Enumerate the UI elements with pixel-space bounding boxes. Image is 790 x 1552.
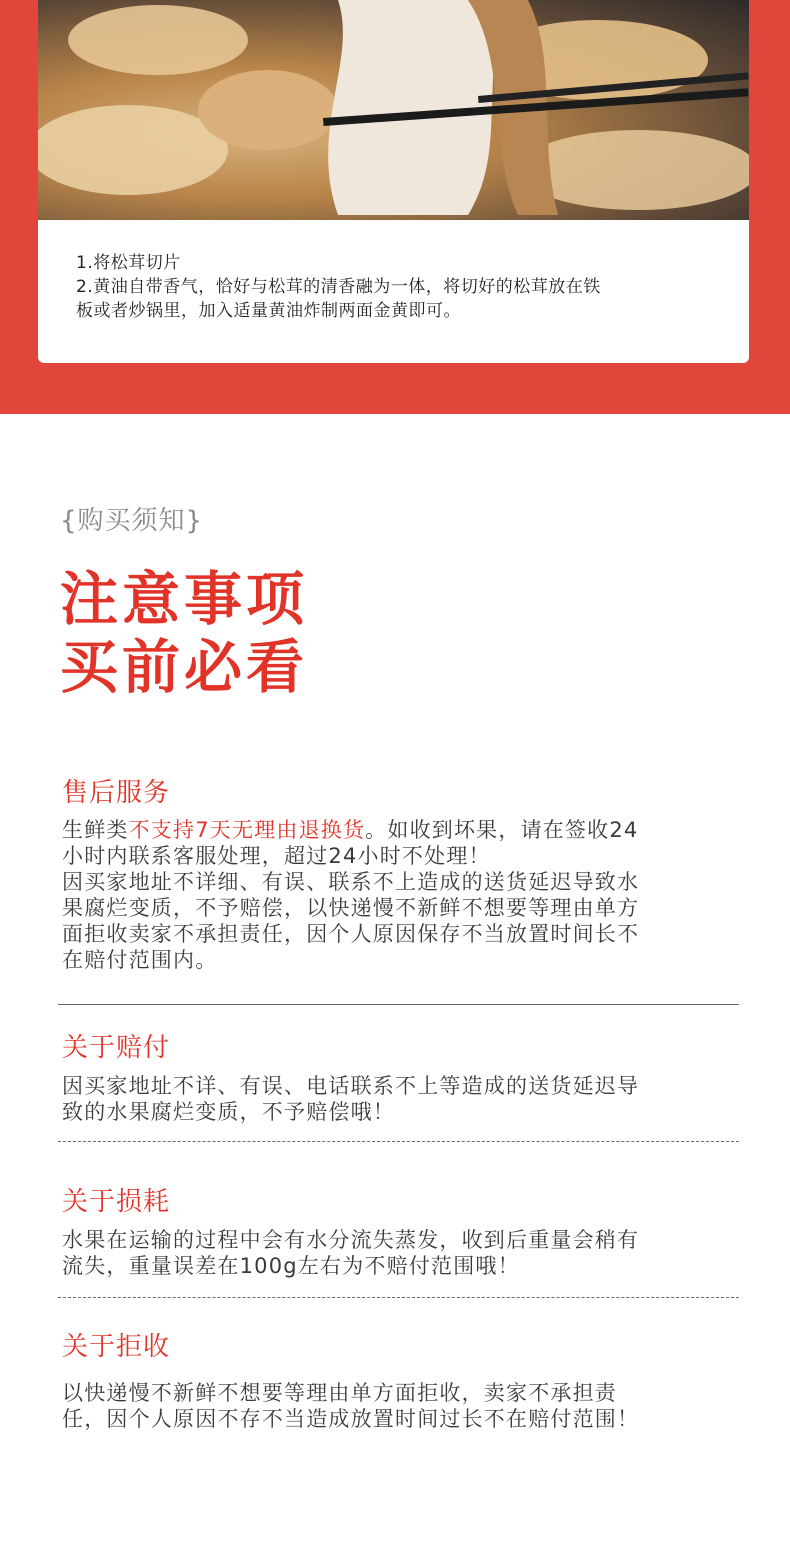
after-sales-line-5: 面拒收卖家不承担责任，因个人原因保存不当放置时间长不 [62,922,640,946]
rejection-text [62,1380,742,1432]
dashed-divider [58,1297,739,1298]
recipe-section [0,0,790,414]
compensation-line-2: 致的水果腐烂变质，不予赔偿哦！ [62,1100,395,1124]
after-sales-line-2: 小时内联系客服处理，超过24小时不处理！ [62,844,491,868]
loss-line-2: 流失，重量误差在100g左右为不赔付范围哦！ [62,1254,520,1278]
after-sales-title: 售后服务 [62,778,171,808]
matsutake-illustration [38,0,749,220]
compensation-line-1: 因买家地址不详、有误、电话联系不上等造成的送货延迟导 [62,1074,640,1098]
rejection-title: 关于拒收 [62,1332,171,1362]
after-sales-text [62,817,742,973]
after-sales-suffix: 。如收到坏果，请在签收24 [365,818,639,842]
after-sales-line-3: 因买家地址不详细、有误、联系不上造成的送货延迟导致水 [62,870,640,894]
after-sales-line-1 [62,817,742,843]
recipe-step-2-line-1: 2.黄油自带香气，恰好与松茸的清香融为一体，将切好的松茸放在铁 [76,277,601,297]
compensation-text [62,1073,742,1125]
recipe-step-1: 1.将松茸切片 [76,253,181,273]
headline-line-2: 买前必看 [60,633,309,701]
rejection-line-1: 以快递慢不新鲜不想要等理由单方面拒收，卖家不承担责 [62,1381,617,1405]
loss-title: 关于损耗 [62,1187,171,1217]
section-divider [58,1004,739,1005]
rejection-line-2: 任，因个人原因不存不当造成放置时间过长不在赔付范围！ [62,1407,640,1431]
after-sales-line-6: 在赔付范围内。 [62,948,218,972]
after-sales-prefix: 生鲜类 [62,818,129,842]
notice-intro: {购买须知} [60,506,204,536]
recipe-card [38,220,749,363]
after-sales-line-4: 果腐烂变质，不予赔偿，以快递慢不新鲜不想要等理由单方 [62,896,640,920]
recipe-step-2-line-2: 板或者炒锅里，加入适量黄油炸制两面金黄即可。 [76,301,461,321]
loss-text [62,1227,742,1279]
dashed-divider [58,1141,739,1142]
matsutake-photo [38,0,749,220]
loss-line-1: 水果在运输的过程中会有水分流失蒸发，收到后重量会稍有 [62,1228,640,1252]
no-return-highlight: 不支持7天无理由退换货 [128,818,366,842]
compensation-title: 关于赔付 [62,1033,171,1063]
headline-line-1: 注意事项 [60,565,309,633]
